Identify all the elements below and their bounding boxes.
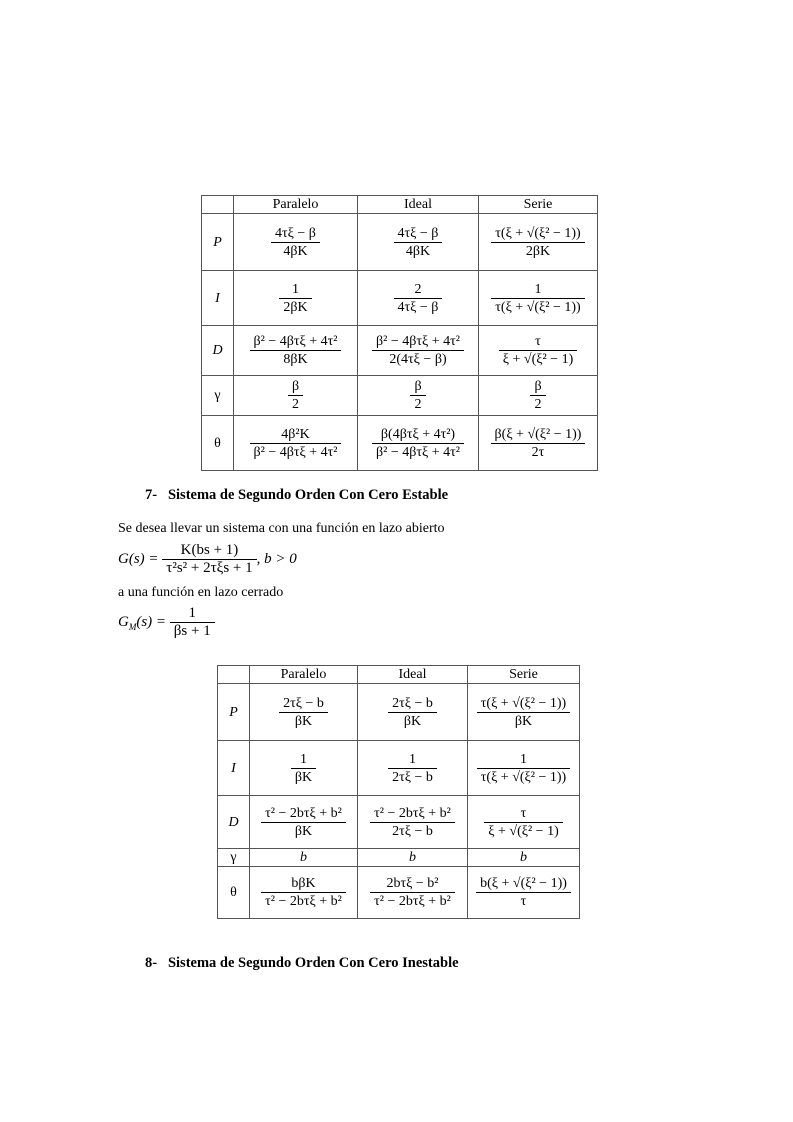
numerator: 1 [291, 751, 316, 769]
formula-cell [479, 214, 598, 271]
formula-cell [479, 271, 598, 326]
fraction [477, 751, 570, 786]
formula-cell [250, 684, 358, 741]
denominator: 2τξ − b [392, 823, 433, 839]
denominator: 2βK [525, 243, 551, 259]
row-label: θ [202, 416, 234, 471]
formula-text: b [409, 850, 416, 865]
g-denominator: τ²s² + 2τξs + 1 [166, 560, 253, 576]
formula-cell [468, 796, 580, 849]
formula-cell [358, 214, 479, 271]
numerator: 4τξ − β [394, 225, 443, 243]
numerator: 4τξ − β [271, 225, 320, 243]
gm-symbol: G [118, 613, 129, 630]
closed-loop-text: a una función en lazo cerrado [118, 585, 284, 600]
corner-cell [218, 666, 250, 684]
row-label: P [218, 684, 250, 741]
table-row [218, 849, 580, 867]
fraction [279, 281, 311, 316]
fraction [394, 225, 443, 260]
table-row [202, 416, 598, 471]
section-title: Sistema de Segundo Orden Con Cero Estable [167, 487, 449, 503]
formula-cell [358, 741, 468, 796]
table-row [218, 796, 580, 849]
gm-argument: (s) = [136, 613, 167, 630]
numerator: 2τξ − b [279, 695, 328, 713]
closed-loop-equation [118, 605, 215, 640]
denominator: ξ + √(ξ² − 1) [488, 823, 559, 839]
formula-cell [479, 416, 598, 471]
denominator: β² − 4βτξ + 4τ² [253, 444, 338, 460]
column-header: Paralelo [234, 196, 358, 214]
row-label: γ [202, 376, 234, 416]
denominator: 2τξ − b [392, 769, 433, 785]
denominator: τ² − 2bτξ + b² [374, 894, 451, 909]
fraction [279, 695, 328, 730]
section-title: Sistema de Segundo Orden Con Cero Inestable [167, 955, 459, 971]
intro-text: Se desea llevar un sistema con una función en lazo abierto [118, 521, 445, 536]
denominator: βK [294, 769, 313, 785]
section-number: 7- [145, 487, 158, 503]
denominator: 2(4τξ − β) [389, 352, 447, 367]
denominator: τ [520, 894, 527, 909]
numerator: β² − 4βτξ + 4τ² [250, 333, 342, 351]
formula-cell [479, 326, 598, 376]
numerator: β [410, 378, 425, 396]
denominator: 2 [534, 397, 542, 412]
column-header: Paralelo [250, 666, 358, 684]
formula-cell [468, 684, 580, 741]
denominator: ξ + √(ξ² − 1) [502, 352, 574, 367]
header-row [202, 196, 598, 214]
formula-cell [358, 271, 479, 326]
table-row [218, 741, 580, 796]
denominator: 2 [292, 397, 299, 412]
gm-denominator: βs + 1 [173, 623, 211, 639]
fraction [410, 378, 425, 413]
fraction [388, 695, 437, 730]
numerator: β(4βτξ + 4τ²) [372, 426, 464, 444]
denominator: 8βK [283, 352, 308, 367]
corner-cell [202, 196, 234, 214]
formula-text: b [520, 850, 527, 865]
denominator: 2 [414, 397, 422, 412]
numerator: τ(ξ + √(ξ² − 1)) [491, 225, 584, 243]
denominator: βK [514, 713, 533, 729]
denominator: 4βK [405, 243, 431, 259]
table-row [218, 684, 580, 741]
denominator: βK [294, 713, 313, 729]
formula-cell [358, 376, 479, 416]
numerator: β [288, 378, 303, 396]
denominator: τ(ξ + √(ξ² − 1)) [495, 299, 581, 315]
fraction [372, 333, 464, 368]
row-label: I [218, 741, 250, 796]
formula-cell [234, 326, 358, 376]
fraction [476, 875, 571, 910]
column-header: Ideal [358, 196, 479, 214]
fraction [499, 333, 577, 368]
row-label: D [218, 796, 250, 849]
denominator: 2τ [531, 444, 545, 460]
formula-cell [479, 376, 598, 416]
formula-cell [358, 326, 479, 376]
gains-table-stable-zero [217, 665, 580, 919]
fraction [250, 333, 342, 368]
numerator: 2 [394, 281, 443, 299]
denominator: βK [294, 823, 313, 839]
gm-fraction [170, 605, 215, 640]
formula-cell [234, 376, 358, 416]
numerator: b(ξ + √(ξ² − 1)) [476, 875, 571, 893]
gm-subscript: M [128, 621, 137, 632]
numerator: τ² − 2bτξ + b² [261, 805, 346, 823]
formula-text: b [300, 850, 307, 865]
g-lhs: G(s) = [118, 550, 159, 567]
fraction [491, 426, 586, 461]
g-condition: , b > 0 [256, 550, 297, 567]
row-label: P [202, 214, 234, 271]
formula-cell [250, 849, 358, 867]
table-row [202, 376, 598, 416]
formula-cell [234, 214, 358, 271]
numerator: β [530, 378, 545, 396]
g-numerator: K(bs + 1) [162, 542, 256, 560]
column-header: Serie [479, 196, 598, 214]
formula-cell [250, 741, 358, 796]
row-label: γ [218, 849, 250, 867]
numerator: 1 [388, 751, 437, 769]
numerator: 1 [279, 281, 311, 299]
fraction [491, 225, 584, 260]
denominator: 4τξ − β [397, 299, 439, 315]
numerator: τ² − 2bτξ + b² [370, 805, 455, 823]
fraction [484, 805, 562, 840]
numerator: 1 [477, 751, 570, 769]
formula-cell [234, 416, 358, 471]
column-header: Ideal [358, 666, 468, 684]
formula-cell [468, 849, 580, 867]
formula-cell [358, 416, 479, 471]
denominator: βK [403, 713, 422, 729]
formula-cell [358, 684, 468, 741]
numerator: 2bτξ − b² [370, 875, 455, 893]
fraction [394, 281, 443, 316]
row-label: θ [218, 867, 250, 919]
fraction [291, 751, 316, 786]
denominator: β² − 4βτξ + 4τ² [376, 444, 460, 460]
section-8-heading [145, 955, 459, 972]
numerator: β(ξ + √(ξ² − 1)) [491, 426, 586, 444]
column-header: Serie [468, 666, 580, 684]
formula-cell [358, 867, 468, 919]
table-row [202, 271, 598, 326]
formula-cell [358, 796, 468, 849]
fraction [271, 225, 320, 260]
table-row [218, 867, 580, 919]
numerator: bβK [261, 875, 346, 893]
formula-cell [468, 741, 580, 796]
row-label: I [202, 271, 234, 326]
numerator: 2τξ − b [388, 695, 437, 713]
numerator: τ [499, 333, 577, 351]
denominator: 4βK [283, 243, 308, 259]
fraction [477, 695, 570, 730]
table-row [202, 326, 598, 376]
section-number: 8- [145, 955, 158, 971]
formula-cell [468, 867, 580, 919]
fraction [370, 805, 455, 840]
header-row [218, 666, 580, 684]
fraction [250, 426, 342, 461]
numerator: τ(ξ + √(ξ² − 1)) [477, 695, 570, 713]
formula-cell [250, 796, 358, 849]
denominator: τ² − 2bτξ + b² [265, 894, 342, 909]
open-loop-equation [118, 542, 297, 577]
row-label: D [202, 326, 234, 376]
formula-cell [250, 867, 358, 919]
numerator: 1 [491, 281, 584, 299]
fraction [388, 751, 437, 786]
formula-cell [358, 849, 468, 867]
denominator: 2βK [283, 299, 308, 315]
section-7-heading [145, 487, 448, 504]
fraction [288, 378, 303, 413]
table-row [202, 214, 598, 271]
fraction [491, 281, 584, 316]
numerator: 4β²K [250, 426, 342, 444]
fraction [372, 426, 464, 461]
formula-cell [234, 271, 358, 326]
fraction [261, 875, 346, 910]
numerator: β² − 4βτξ + 4τ² [372, 333, 464, 351]
gains-table-first-order-zero [201, 195, 598, 471]
fraction [370, 875, 455, 910]
fraction [261, 805, 346, 840]
denominator: τ(ξ + √(ξ² − 1)) [480, 769, 567, 785]
fraction [530, 378, 545, 413]
numerator: τ [484, 805, 562, 823]
g-fraction [162, 542, 256, 577]
gm-numerator: 1 [170, 605, 215, 623]
